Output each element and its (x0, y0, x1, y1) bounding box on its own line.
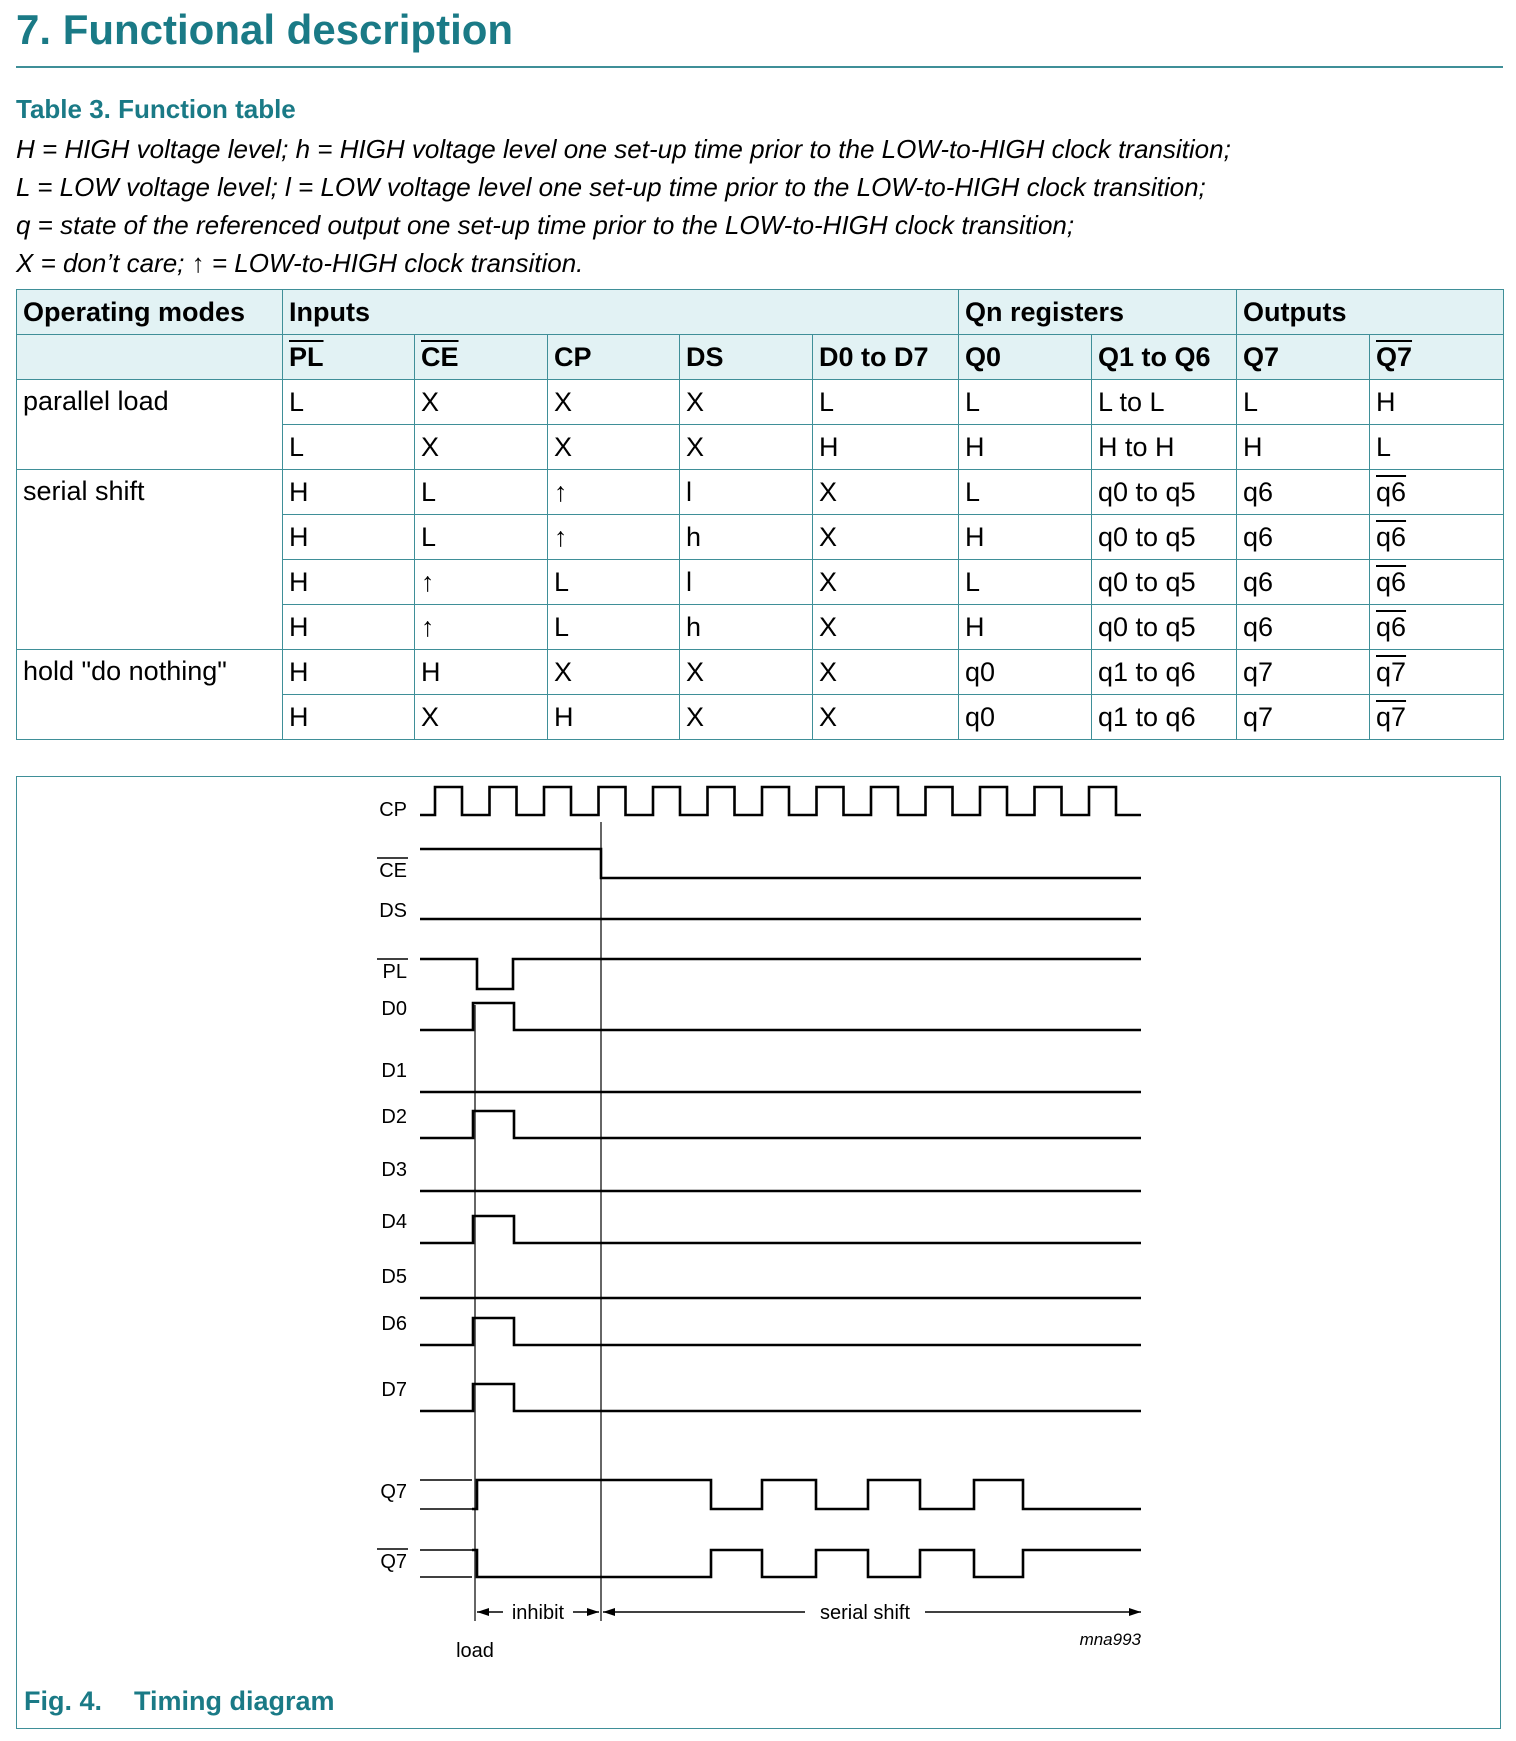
table-cell: H (283, 560, 415, 605)
signal-label-q7: Q7 (380, 1481, 407, 1503)
table-cell: X (813, 515, 959, 560)
table-cell: L (415, 515, 548, 560)
header-inputs: Inputs (283, 290, 959, 335)
signal-label-q7-bar: Q7 (380, 1551, 407, 1573)
signal-label-d1: D1 (381, 1060, 407, 1082)
table-cell: X (548, 650, 680, 695)
waveform-d6 (420, 1318, 1141, 1345)
legend-line: H = HIGH voltage level; h = HIGH voltage level one set-up time prior to the LOW-to-HIGH clock transition; (16, 134, 1231, 164)
table-cell: H (283, 605, 415, 650)
table-cell: X (813, 605, 959, 650)
col-header-q1-q6: Q1 to Q6 (1092, 335, 1237, 380)
mode-cell: serial shift (17, 470, 283, 650)
col-header-pl: $\overline{PL}$ (283, 335, 415, 380)
mode-cell: parallel load (17, 380, 283, 470)
figure-caption (24, 1686, 335, 1717)
table-cell: H (283, 470, 415, 515)
table-cell: q0 to q5 (1092, 515, 1237, 560)
table-cell: X (813, 650, 959, 695)
table-cell: q1 to q6 (1092, 650, 1237, 695)
mode-cell: hold "do nothing" (17, 650, 283, 740)
table-cell: ↑ (415, 560, 548, 605)
header-operating-modes: Operating modes (17, 290, 283, 335)
table-cell: h (680, 515, 813, 560)
table-cell: L (813, 380, 959, 425)
table-cell: X (548, 380, 680, 425)
table-cell: q7 (1237, 650, 1370, 695)
inhibit-label: inhibit (511, 1602, 565, 1624)
signal-label-ds: DS (379, 900, 407, 922)
table-cell: L (959, 470, 1092, 515)
table-cell: q0 (959, 650, 1092, 695)
table-cell: X (415, 695, 548, 740)
col-header-ce: $\overline{CE}$ (415, 335, 548, 380)
table-cell: X (680, 425, 813, 470)
signal-label-d7: D7 (381, 1379, 407, 1401)
table-cell: H (959, 605, 1092, 650)
table-cell: q6 (1370, 605, 1504, 650)
table-cell: X (680, 695, 813, 740)
table-cell: ↑ (415, 605, 548, 650)
table-cell: q7 (1237, 695, 1370, 740)
signal-label-d4: D4 (381, 1211, 407, 1233)
signal-label-pl: PL (382, 961, 407, 983)
table-row (17, 470, 1504, 515)
waveform-pl (420, 959, 1141, 989)
table-cell: X (415, 380, 548, 425)
table-cell: X (813, 470, 959, 515)
table-caption: Table 3. Function table (16, 94, 296, 124)
col-header-d0-d7: D0 to D7 (813, 335, 959, 380)
section-divider (16, 66, 1503, 68)
signal-label-d0: D0 (381, 998, 407, 1020)
waveform-ce (420, 849, 1141, 878)
table-cell: L (959, 380, 1092, 425)
header-blank (17, 335, 283, 380)
waveform-q7-bar (472, 1550, 1141, 1577)
table-cell: X (813, 560, 959, 605)
signal-label-ce: CE (379, 860, 407, 882)
load-label: load (456, 1640, 494, 1662)
inhibit-arrow-right-head (587, 1608, 599, 1616)
serial-shift-arrow-left-head (603, 1608, 615, 1616)
table-cell: L to L (1092, 380, 1237, 425)
table-row (17, 650, 1504, 695)
table-cell: H (1370, 380, 1504, 425)
table-cell: H (415, 650, 548, 695)
waveform-cp (420, 787, 1141, 815)
table-cell: q0 to q5 (1092, 470, 1237, 515)
table-cell: L (959, 560, 1092, 605)
table-cell: q1 to q6 (1092, 695, 1237, 740)
section-title: 7. Functional description (16, 6, 514, 53)
col-header-cp: CP (548, 335, 680, 380)
table-cell: H (959, 515, 1092, 560)
figure-code: mna993 (1079, 1630, 1141, 1649)
figure-number: Fig. 4. (24, 1686, 103, 1716)
signal-label-d2: D2 (381, 1106, 407, 1128)
table-cell: l (680, 470, 813, 515)
table-cell: X (415, 425, 548, 470)
table-cell: X (680, 380, 813, 425)
table-row (17, 380, 1504, 425)
table-cell: q0 to q5 (1092, 560, 1237, 605)
inhibit-arrow-left-head (477, 1608, 489, 1616)
table-cell: L (1370, 425, 1504, 470)
table-cell: L (1237, 380, 1370, 425)
table-cell: H (1237, 425, 1370, 470)
table-cell: l (680, 560, 813, 605)
waveform-d0 (420, 1003, 1141, 1030)
table-cell: H (283, 650, 415, 695)
table-cell: H (548, 695, 680, 740)
table-cell: q7 (1370, 695, 1504, 740)
timing-diagram-figure (16, 776, 1501, 1729)
table-cell: q6 (1237, 515, 1370, 560)
col-header-q7: Q7 (1237, 335, 1370, 380)
table-cell: H (959, 425, 1092, 470)
table-cell: q6 (1370, 515, 1504, 560)
waveform-d4 (420, 1216, 1141, 1243)
col-header-ds: DS (680, 335, 813, 380)
figure-title: Timing diagram (134, 1686, 335, 1716)
table-cell: L (548, 605, 680, 650)
table-cell: q7 (1370, 650, 1504, 695)
table-cell: H to H (1092, 425, 1237, 470)
table-cell: q6 (1237, 470, 1370, 515)
table-cell: H (813, 425, 959, 470)
table-cell: ↑ (548, 515, 680, 560)
table-cell: q0 to q5 (1092, 605, 1237, 650)
legend-line: X = don’t care; ↑ = LOW-to-HIGH clock transition. (16, 248, 584, 278)
legend-line: L = LOW voltage level; l = LOW voltage level one set-up time prior to the LOW-to-HIGH clock transition; (16, 172, 1206, 202)
header-outputs: Outputs (1237, 290, 1504, 335)
table-cell: q6 (1237, 605, 1370, 650)
waveform-d7 (420, 1384, 1141, 1411)
table-cell: q6 (1237, 560, 1370, 605)
signal-label-cp: CP (379, 799, 407, 821)
table-cell: q0 (959, 695, 1092, 740)
table-cell: h (680, 605, 813, 650)
signal-label-d6: D6 (381, 1313, 407, 1335)
timing-diagram (17, 777, 1502, 1730)
table-cell: L (548, 560, 680, 605)
col-header-q7-bar: Q7 (1370, 335, 1504, 380)
table-cell: X (680, 650, 813, 695)
table-cell: H (283, 515, 415, 560)
serial-shift-label: serial shift (819, 1602, 911, 1624)
table-cell: L (283, 380, 415, 425)
waveform-d2 (420, 1111, 1141, 1138)
header-qn-registers: Qn registers (959, 290, 1237, 335)
table-cell: X (813, 695, 959, 740)
waveform-q7 (472, 1480, 1141, 1509)
table-cell: ↑ (548, 470, 680, 515)
signal-label-d3: D3 (381, 1159, 407, 1181)
table-cell: q6 (1370, 470, 1504, 515)
table-cell: L (283, 425, 415, 470)
table-cell: X (548, 425, 680, 470)
table-cell: H (283, 695, 415, 740)
table-cell: q6 (1370, 560, 1504, 605)
col-header-q0: Q0 (959, 335, 1092, 380)
serial-shift-arrow-right-head (1129, 1608, 1141, 1616)
signal-label-d5: D5 (381, 1266, 407, 1288)
function-table (16, 289, 1504, 740)
table-cell: L (415, 470, 548, 515)
legend-line: q = state of the referenced output one set-up time prior to the LOW-to-HIGH clock transition; (16, 210, 1075, 240)
